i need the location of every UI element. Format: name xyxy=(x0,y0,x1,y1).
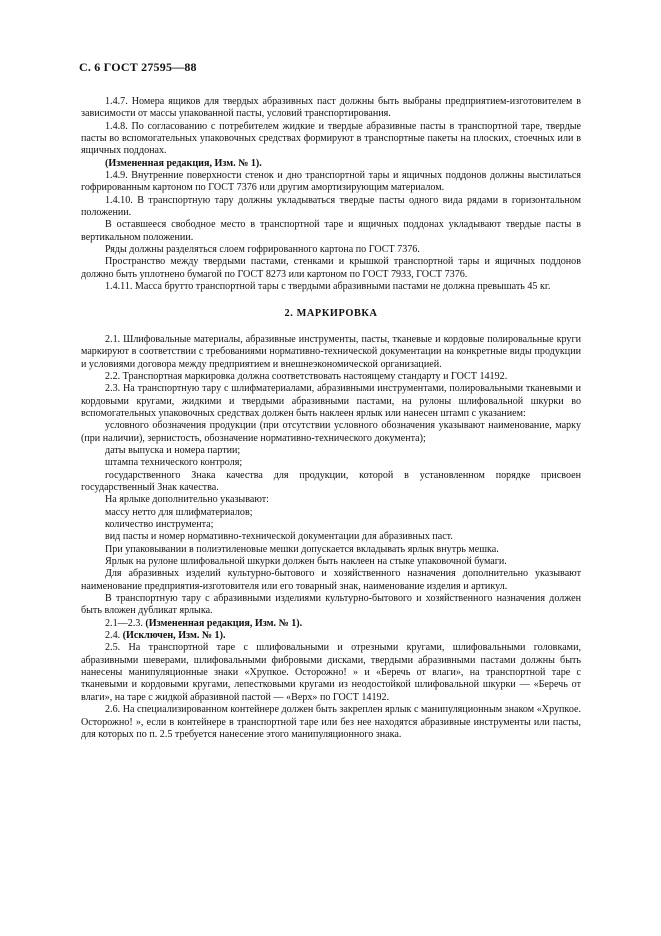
paragraph-2-5: 2.5. На транспортной таре с шлифовальными и отрезными кругами, шлифовальными головками, абразивными шеверами, шлифовальными фибровыми дисками, твердыми абразивными пастами должны быть нанесены манипуляционные знаки «Хрупкое. Осторожно! » и «Беречь от влаги», на транспортной таре с тканевыми и кордовыми кругами, лепестковыми кругами из неодостойкой шлифовальной шкурки — «Беречь от влаги», на таре с жидкой абразивной пастой — «Верх» по ГОСТ 14192. xyxy=(81,642,581,703)
section-title: 2. МАРКИРОВКА xyxy=(284,307,378,319)
list-item: даты выпуска и номера партии; xyxy=(105,444,241,456)
list-item: государственного Знака качества для продукции, которой в установленном порядке присвоен государственный Знак качества. xyxy=(81,469,581,493)
list-item: условного обозначения продукции (при отсутствии условного обозначения указывают наименование, марку (при наличии), зернистость, обозначение нормативно-технического документа); xyxy=(81,420,581,444)
paragraph-1-4-8: 1.4.8. По согласованию с потребителем жидкие и твердые абразивные пасты в транспортной таре, твердые пасты во вспомогательных упаковочных средствах формируют в транспортные пакеты на плоских, стоечных или в ящичных поддонах. xyxy=(81,120,581,157)
paragraph-text: Ряды должны разделяться слоем гофрированного картона по ГОСТ 7376. xyxy=(105,244,420,256)
paragraph-text: При упаковывании в полиэтиленовые мешки допускается вкладывать ярлык внутрь мешка. xyxy=(105,543,499,555)
list-item: штампа технического контроля; xyxy=(105,457,243,469)
amendment-note: (Измененная редакция, Изм. № 1). xyxy=(145,617,303,629)
list-item: массу нетто для шлифматериалов; xyxy=(105,506,253,518)
document-body xyxy=(81,96,581,741)
page-header: С. 6 ГОСТ 27595—88 xyxy=(79,60,197,74)
paragraph-text: В транспортную тару с абразивными изделиями культурно-бытового и хозяйственного назначения должен быть вложен дубликат ярлыка. xyxy=(81,593,581,617)
paragraph-text: Ярлык на рулоне шлифовальной шкурки должен быть наклеен на стыке упаковочной бумаги. xyxy=(105,556,507,568)
paragraph-2-3: 2.3. На транспортную тару с шлифматериалами, абразивными инструментами, полировальными тканевыми и кордовыми кругами, жидкими и твердыми абразивными пастами, на рулоны шлифовальной шкурки во вспомогательных упаковочных средствах должен быть наклеен ярлык или нанесен штамп с указанием: xyxy=(81,383,581,419)
paragraph-2-1: 2.1. Шлифовальные материалы, абразивные инструменты, пасты, тканевые и кордовые полировальные круги маркируют в соответствии с требованиями нормативно-технической документации на конкретные виды продукции и условиями договора между предприятием и внешнеэкономической организацией. xyxy=(81,333,581,370)
paragraph-text: В оставшееся свободное место в транспортной таре и ящичных поддонах укладывают твердые пасты в вертикальном положении. xyxy=(81,219,581,243)
amendment-note: (Измененная редакция, Изм. № 1). xyxy=(105,157,262,169)
paragraph-2-2: 2.2. Транспортная маркировка должна соответствовать настоящему стандарту и ГОСТ 14192. xyxy=(105,370,508,382)
paragraph-1-4-10: 1.4.10. В транспортную тару должны укладываться твердые пасты одного вида рядами в горизонтальном положении. xyxy=(81,194,581,219)
paragraph-1-4-9: 1.4.9. Внутренние поверхности стенок и дно транспортной тары и ящичных поддонов должны выстилаться гофрированным картоном по ГОСТ 7376 или другим амортизирующим материалом. xyxy=(81,170,581,194)
paragraph-2-6: 2.6. На специализированном контейнере должен быть закреплен ярлык с манипуляционным знаком «Хрупкое. Осторожно! », если в контейнере в транспортной таре или без нее находятся абразивные инструменты или пасты, для которых по п. 2.5 требуется нанесение этого манипуляционного знака. xyxy=(81,704,581,740)
list-item: количество инструмента; xyxy=(105,519,214,530)
amendment-ref: 2.1—2.3. xyxy=(105,617,143,629)
paragraph-text: На ярлыке дополнительно указывают: xyxy=(105,494,269,506)
paragraph-1-4-7: 1.4.7. Номера ящиков для твердых абразивных паст должны быть выбраны предприятием-изготовителем в зависимости от массы упакованной пасты, условий транспортирования. xyxy=(81,96,581,120)
paragraph-text: Пространство между твердыми пастами, стенками и крышкой транспортной тары и ящичных поддонов должно быть уплотнено бумагой по ГОСТ 8273 или картоном по ГОСТ 7933, ГОСТ 7376. xyxy=(81,256,581,280)
amendment-line xyxy=(81,630,581,642)
amendment-ref: 2.4. xyxy=(105,630,121,642)
paragraph-1-4-11: 1.4.11. Масса брутто транспортной тары с твердыми абразивными пастами не должна превышать 45 кг. xyxy=(105,281,551,293)
amendment-line xyxy=(81,618,581,630)
paragraph-text: Для абразивных изделий культурно-бытового и хозяйственного назначения дополнительно указывают наименование предприятия-изготовителя или его товарный знак, наименование изделия и артикул. xyxy=(81,568,581,592)
excluded-note: (Исключен, Изм. № 1). xyxy=(122,630,226,642)
list-item: вид пасты и номер нормативно-технической документации для абразивных паст. xyxy=(105,531,453,543)
